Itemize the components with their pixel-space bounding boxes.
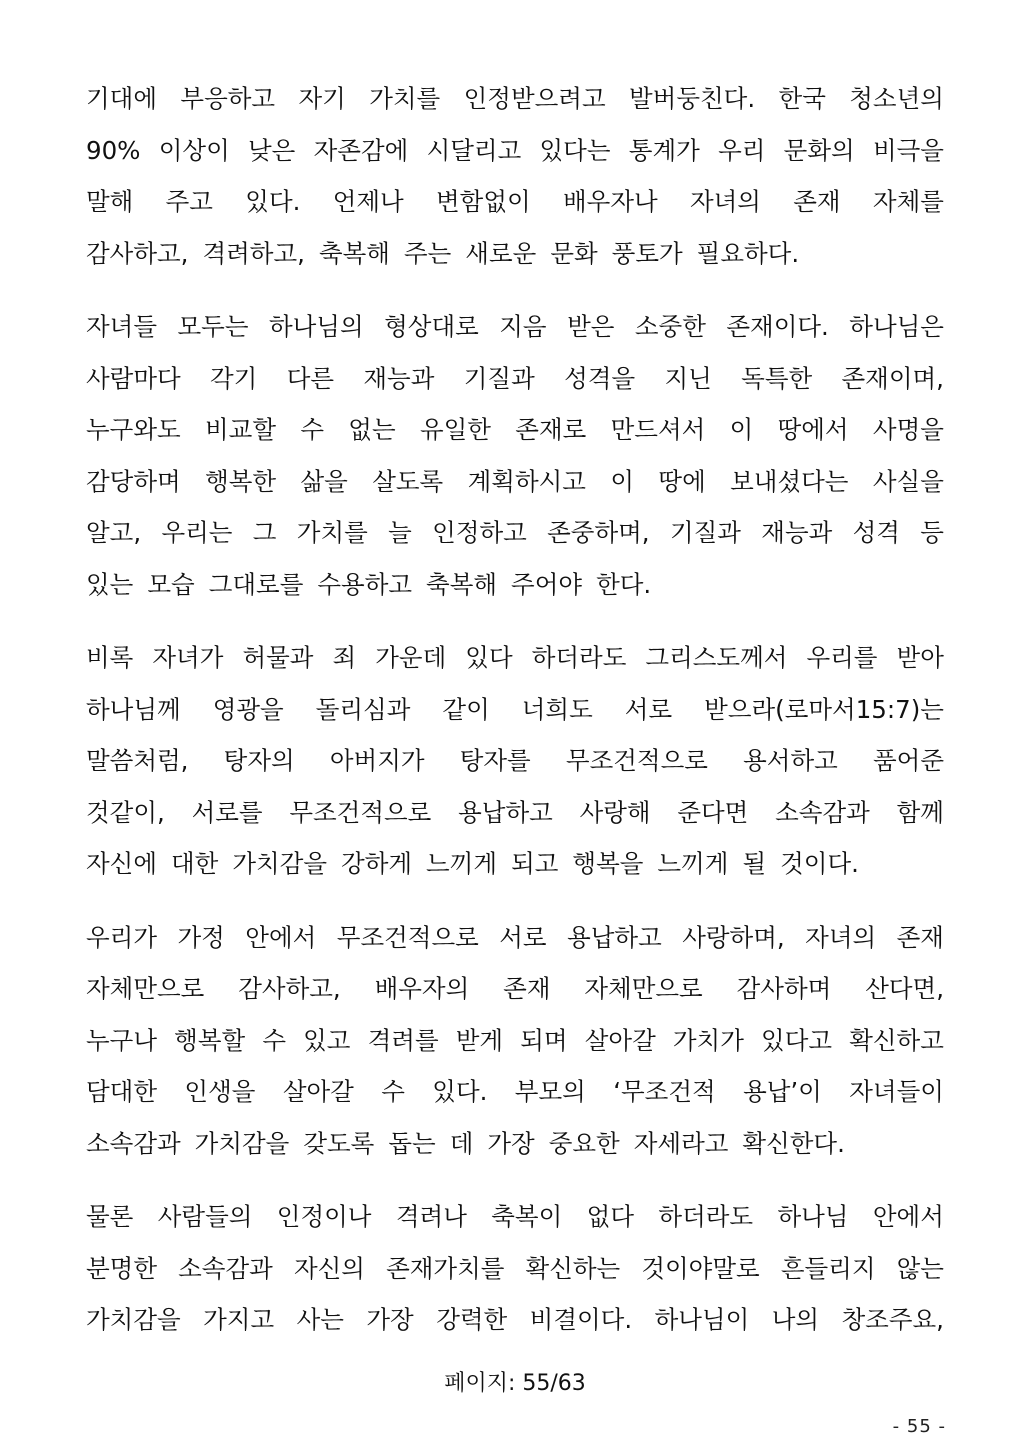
word: 존재 [503,974,551,1003]
word: 데 [449,1128,474,1158]
word: 소중한 [634,312,706,341]
word: 하나님 [777,1202,849,1231]
word: 주고 [165,187,213,216]
word: 있는 [86,569,134,599]
word: 안에서 [872,1202,944,1231]
word: 존중하며, [547,518,650,547]
page-number: - 55 - [892,1416,946,1437]
word: 너희도 [521,694,593,724]
word: 재능과 [363,363,435,393]
word: 무조건적으로 [289,797,432,827]
word: 하더라도 [531,643,627,672]
paragraph [86,632,944,890]
word: 가운데 [375,643,447,672]
word: 인정이나 [276,1202,372,1231]
word: 중요한 [548,1128,620,1158]
word: 형상대로 [384,312,479,341]
word: 자녀가 [152,643,224,672]
paragraph [86,73,944,279]
document-body [86,73,944,1368]
word: 돌리심과 [315,694,411,724]
text-line [86,176,944,228]
word: 하나님은 [849,312,944,341]
word: 하더라도 [658,1202,754,1231]
word: 소속감과 [178,1253,273,1283]
word: 같이 [442,694,490,724]
word: 성격 [852,518,900,547]
text-line [86,912,944,964]
word: 살아갈 [282,1077,354,1106]
word: 통계가 [628,135,700,165]
text-line [86,1191,944,1243]
word: 되고 [511,849,559,878]
word: 것같이, [86,797,165,827]
word: 한국 [778,84,826,113]
word: 행복한 [205,466,277,496]
word: 탕자를 [459,746,531,775]
word: 물론 [86,1202,134,1231]
paragraph [86,1191,944,1346]
word: 기대에 [86,84,158,113]
word: 수용하고 [317,569,413,599]
word: 자신의 [293,1253,365,1283]
word: 서로 [624,694,673,724]
word: 모두는 [177,312,249,341]
word: 문화의 [783,135,855,165]
word: 배우자나 [562,187,658,216]
word: 감사하고, [86,238,189,268]
word: 주는 [403,238,452,268]
word: 사랑하며, [682,922,785,952]
word: 자녀들 [86,312,158,341]
word: 않는 [896,1253,944,1283]
word: 비록 [86,643,134,672]
word: 가치감을 [194,1128,290,1158]
word: 가치가 [672,1025,744,1055]
text-line [86,1294,944,1346]
word: 성격을 [564,363,636,393]
word: 탕자의 [223,746,295,775]
word: 가치를 [369,84,441,113]
word: 주어야 [511,569,583,599]
word: 보내셨다는 [730,466,849,496]
word: 격려를 [367,1025,439,1055]
word: 용납하고 [458,797,553,827]
word: 땅에서 [777,415,849,444]
word: 수 [262,1025,286,1055]
text-line [86,1015,944,1067]
word: 존재이다. [726,312,829,341]
word: 있다는 [539,135,611,165]
word: 느끼게 [657,849,729,878]
word: 소속감과 [775,797,870,827]
word: 있다. [432,1077,488,1106]
word: 시달리고 [426,135,522,165]
word: 우리를 [806,643,878,672]
text-line [86,456,944,508]
text-line [86,963,944,1015]
word: 자존감에 [313,135,409,165]
word: 품어준 [872,746,944,775]
text-line [86,787,944,839]
word: 누구와도 [86,415,181,444]
word: 하나님의 [268,312,364,341]
word: 창조주요, [841,1305,944,1334]
word: 없다 [586,1202,635,1231]
word: 죄 [332,643,357,672]
word: 다른 [286,363,335,393]
word: 만드셔서 [610,415,706,444]
word: 분명한 [86,1253,158,1283]
word: 배우자의 [374,974,470,1003]
word: 행복을 [572,849,644,878]
word: 사람마다 [86,363,181,393]
word: 문화 [550,238,598,268]
word: 인생을 [184,1077,256,1106]
word: 강하게 [341,849,413,878]
word: 필요하다. [696,238,800,268]
text-line [86,228,944,280]
word: 가지고 [203,1305,275,1334]
word: 우리는 [161,518,233,547]
word: 하나님께 [86,694,181,724]
word: 존재 [793,187,841,216]
word: 감당하며 [86,466,181,496]
word: 지닌 [664,363,712,393]
word: 인정받으려고 [463,84,606,113]
word: 존재 [896,922,944,952]
word: 비교할 [204,415,276,444]
word: 그 [252,518,277,547]
word: 확신하고 [849,1025,944,1055]
word: 자세라고 [633,1128,729,1158]
word: 있다고 [761,1025,833,1055]
word: 될 [742,849,767,878]
word: 존재가치를 [386,1253,505,1283]
word: 알고, [86,518,142,547]
word: 사람들의 [157,1202,253,1231]
text-line [86,735,944,787]
word: 풍토가 [611,238,683,268]
word: 축복해 [318,238,390,268]
word: 축복해 [426,569,498,599]
word: 이 [610,466,635,496]
word: 삶을 [300,466,348,496]
word: 받은 [567,312,615,341]
word: 무조건적으로 [565,746,708,775]
word: 우리가 [86,922,158,952]
word: 발버둥친다. [629,84,756,113]
word: 자녀의 [805,922,877,952]
word: 인정하고 [432,518,527,547]
word: 가장 [366,1305,414,1334]
word: 자녀의 [689,187,761,216]
word: 새로운 [465,238,537,268]
word: 우리 [718,135,766,165]
text-line [86,559,944,611]
word: 낮은 [248,135,296,165]
word: 이상이 [158,135,230,165]
word: 자체를 [872,187,944,216]
word: 그리스도께서 [645,643,788,672]
word: 살아갈 [584,1025,656,1055]
word: 영광을 [212,694,284,724]
word: 나의 [771,1305,820,1334]
word: 사명을 [872,415,944,444]
text-line [86,838,944,890]
word: 살도록 [372,466,444,496]
word: 부응하고 [180,84,276,113]
text-line [86,507,944,559]
word: 자체만으로 [584,974,703,1003]
word: 재능과 [761,518,833,547]
word: 감사하며 [736,974,832,1003]
word: 서로를 [191,797,263,827]
word: 사는 [296,1305,344,1334]
word: 가치감을 [232,849,328,878]
text-line [86,684,944,736]
word: 유일한 [419,415,491,444]
word: 비극을 [872,135,944,165]
word: 청소년의 [849,84,944,113]
text-line [86,632,944,684]
word: 안에서 [245,922,317,952]
text-line [86,1243,944,1295]
word: 부모의 [514,1077,586,1106]
word: 갖도록 [303,1128,375,1158]
word: 늘 [388,518,412,547]
word: 가정 [177,922,225,952]
text-line [86,1066,944,1118]
word: 수 [300,415,324,444]
word: 땅에 [658,466,706,496]
word: 하나님이 [654,1305,750,1334]
word: 말해 [86,187,134,216]
word: 준다면 [677,797,749,827]
word: 흔들리지 [780,1253,876,1283]
word: 행복할 [174,1025,246,1055]
word: 한다. [596,569,652,599]
word: 산다면, [865,974,944,1003]
word: 있고 [303,1025,351,1055]
word: 지음 [499,312,547,341]
paragraph [86,912,944,1170]
word: 것이다. [780,849,859,878]
text-line [86,404,944,456]
word: 축복이 [491,1202,563,1231]
word: 함께 [896,797,944,827]
word: 용서하고 [743,746,838,775]
word: 느끼게 [426,849,498,878]
word: 아버지가 [329,746,425,775]
word: 말씀처럼, [86,746,189,775]
word: 되며 [520,1025,568,1055]
word: 가장 [487,1128,535,1158]
word: 각기 [210,363,258,393]
text-line [86,73,944,125]
word: 등 [920,518,944,547]
word: 기질과 [669,518,741,547]
word: 받아 [896,643,944,672]
word: 용납하고 [567,922,662,952]
word: 자체만으로 [86,974,205,1003]
word: 소속감과 [86,1128,181,1158]
word: ‘무조건적 [613,1077,716,1106]
word: 90% [86,135,141,165]
word: 강력한 [436,1305,508,1334]
page-label: 페이지: 55/63 [444,1371,586,1396]
word: 존재이며, [841,363,944,393]
paragraph [86,301,944,610]
word: 격려나 [395,1202,467,1231]
word: 계획하시고 [467,466,586,496]
word: 존재로 [515,415,587,444]
word: 수 [381,1077,405,1106]
text-line [86,301,944,353]
text-line [86,125,944,177]
text-line [86,1118,944,1170]
word: 있다. [245,187,301,216]
word: 감사하고, [238,974,341,1003]
word: 대한 [171,849,219,878]
word: 누구나 [86,1025,158,1055]
word: 가치감을 [86,1305,181,1334]
word: 돕는 [388,1128,436,1158]
word: 없는 [348,415,396,444]
word: 있다 [465,643,513,672]
word: 사랑해 [579,797,651,827]
word: 사실을 [872,466,944,496]
word: 용납’이 [743,1077,822,1106]
text-line [86,353,944,405]
word: 자기 [298,84,346,113]
word: 것이야말로 [641,1253,760,1283]
word: 받게 [455,1025,504,1055]
word: 담대한 [86,1077,158,1106]
word: 독특한 [741,363,813,393]
word: 비결이다. [529,1305,633,1334]
word: 격려하고, [202,238,305,268]
word: 자녀들이 [849,1077,944,1106]
word: 무조건적으로 [336,922,479,952]
word: 가치를 [296,518,368,547]
word: 기질과 [463,363,535,393]
word: 서로 [499,922,547,952]
word: 확신한다. [742,1128,845,1158]
word: 언제나 [332,187,404,216]
word: 허물과 [242,643,314,672]
word: 확신하는 [525,1253,621,1283]
word: 자신에 [86,849,158,878]
word: 이 [729,415,754,444]
word: 모습 [147,569,195,599]
word: 받으라(로마서15:7)는 [704,694,944,724]
word: 변함없이 [436,187,531,216]
word: 그대로를 [208,569,304,599]
